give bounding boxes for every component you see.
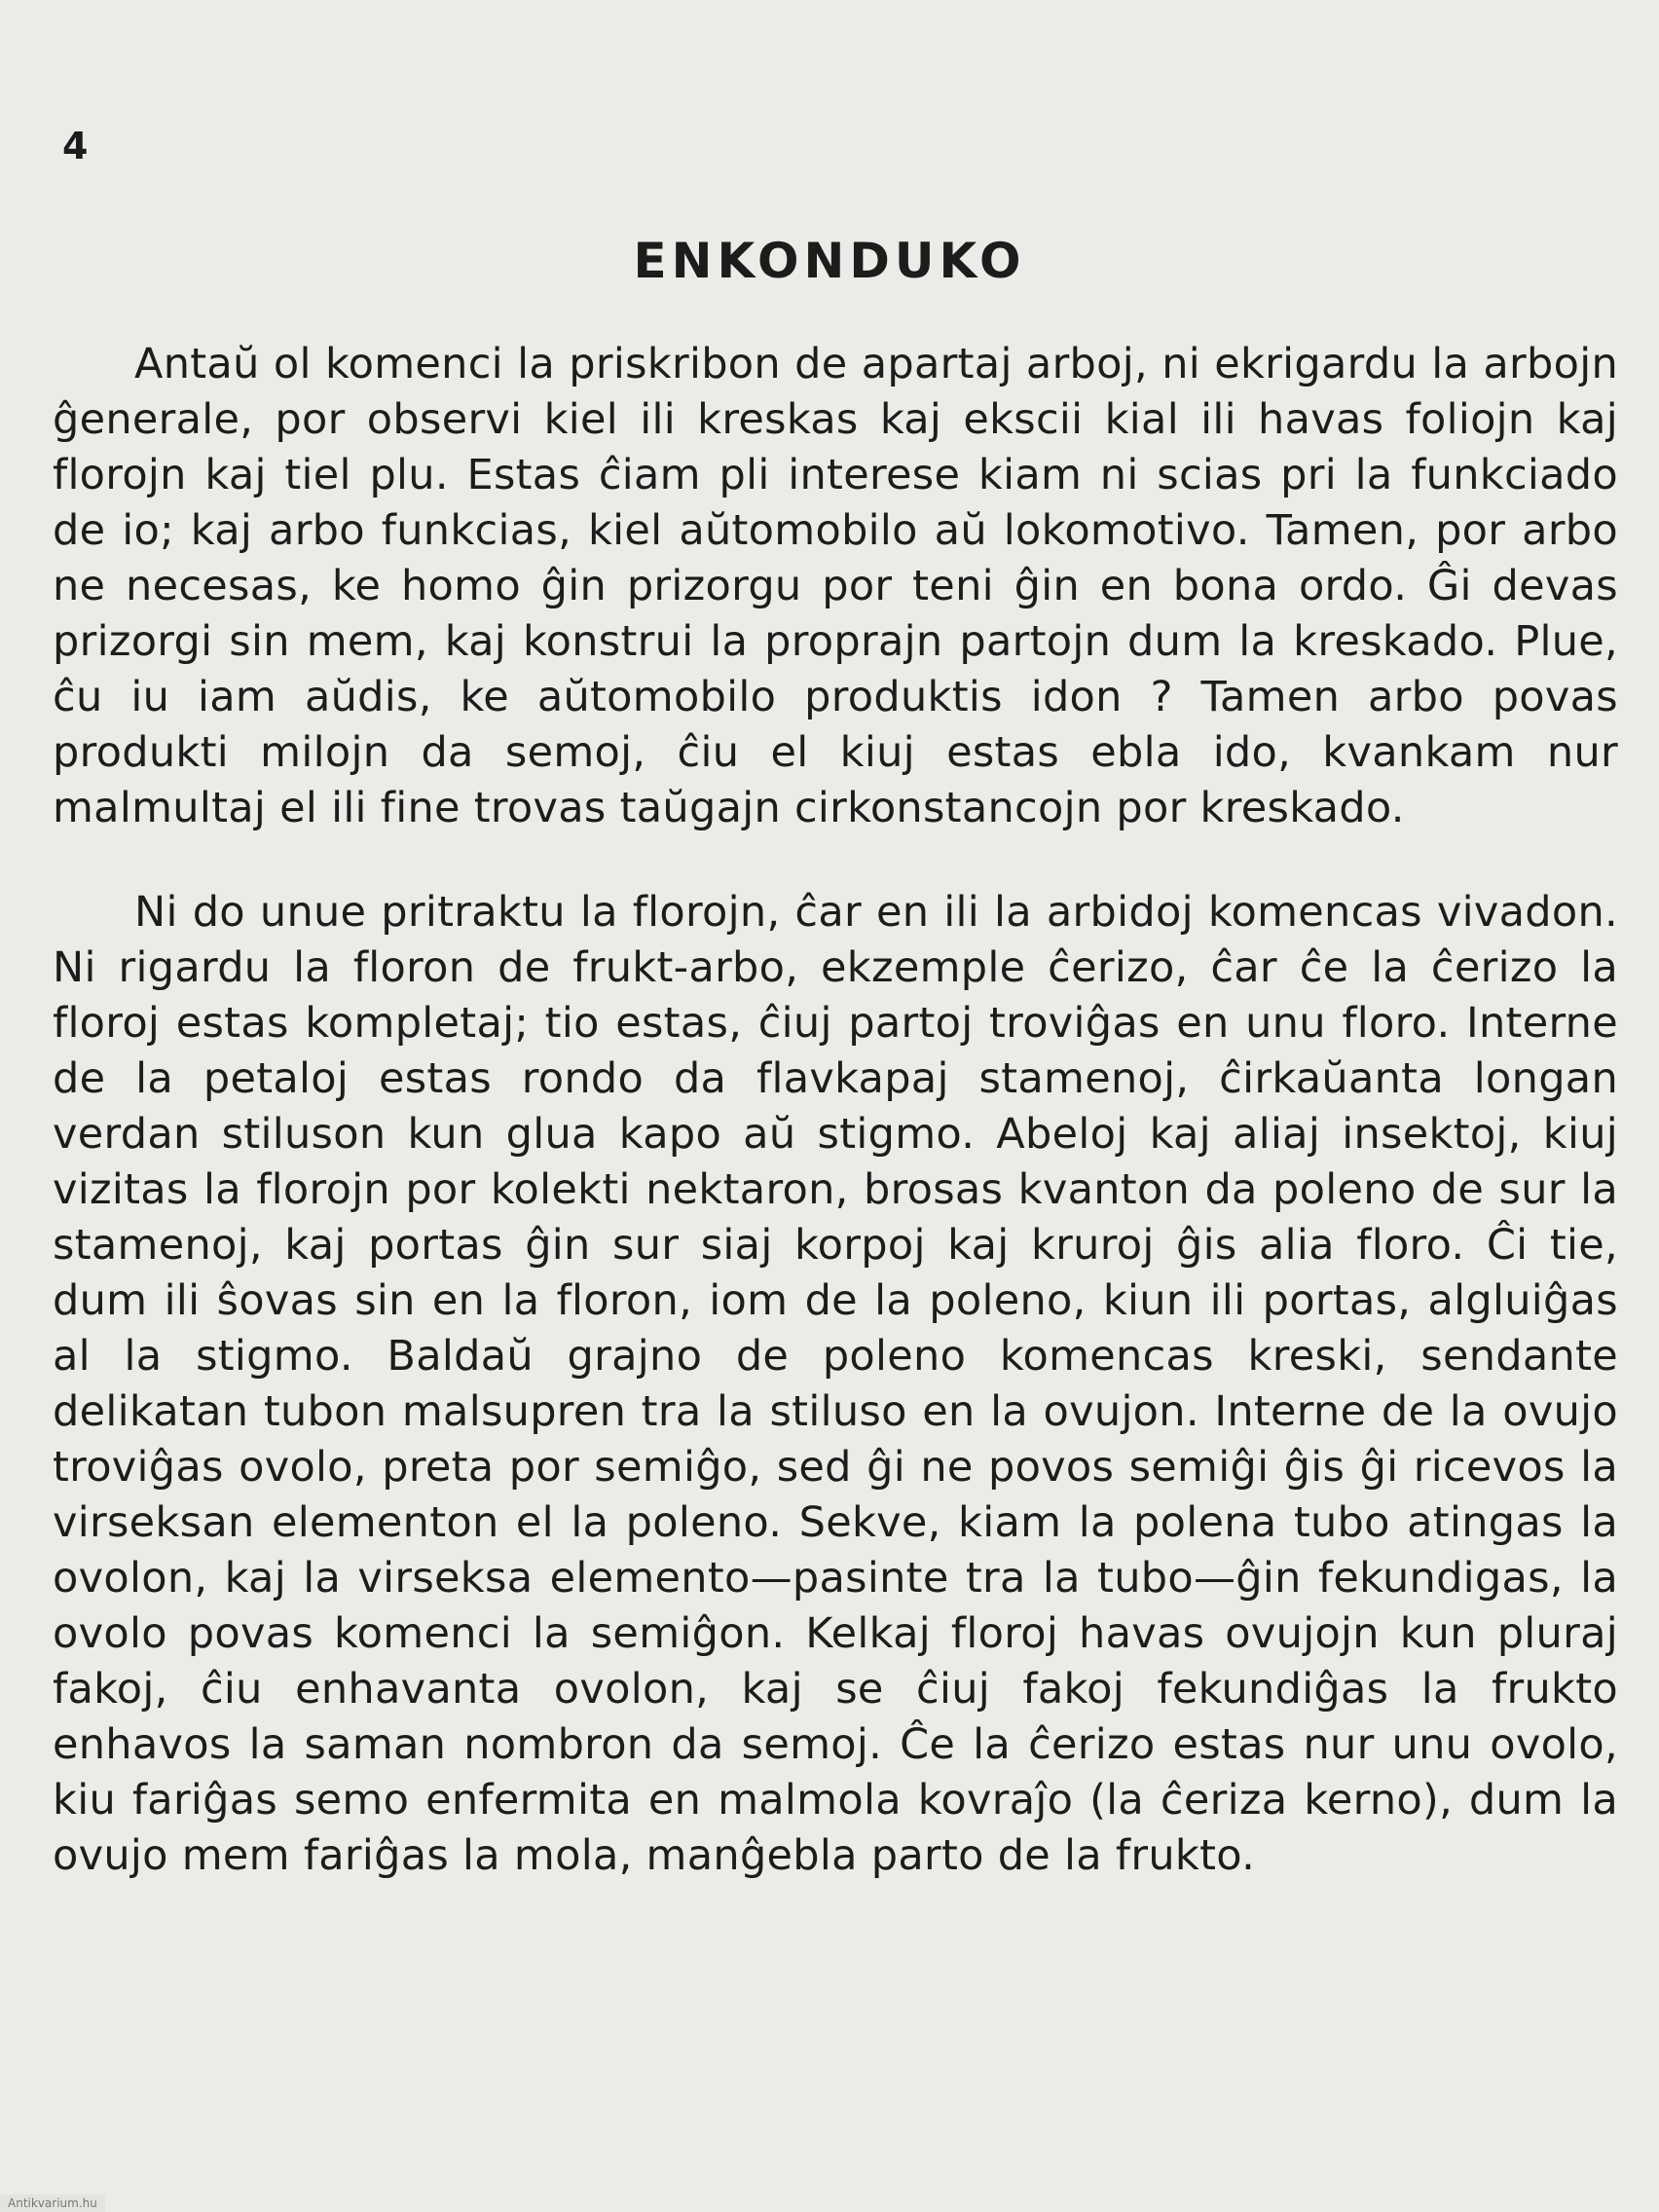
page-number: 4 (62, 125, 89, 167)
paragraph-2: Ni do unue pritraktu la florojn, ĉar en ili la arbidoj komencas vivadon. Ni rigardu la floron de frukt-arbo, ekzemple ĉerizo, ĉar ĉe la ĉerizo la floroj estas kompletaj; tio estas, ĉiuj partoj troviĝas en unu floro. Interne de la petaloj estas rondo da flavkapaj stamenoj, ĉirkaŭanta longan verdan stiluson kun glua kapo aŭ stigmo. Abeloj kaj aliaj insektoj, kiuj vizitas la florojn por kolekti nektaron, brosas kvanton da poleno de sur la stamenoj, kaj portas ĝin sur siaj korpoj kaj kruroj ĝis alia floro. Ĉi tie, dum ili ŝovas sin en la floron, iom de la poleno, kiun ili portas, algluiĝas al la stigmo. Baldaŭ grajno de poleno komencas kreski, sendante delikatan tubon malsupren tra la stiluso en la ovujon. Interne de la ovujo troviĝas ovolo, preta por semiĝo, sed ĝi ne povos semiĝi ĝis ĝi ricevos la virseksan elementon el la poleno. Sekve, kiam la polena tubo atingas la ovolon, kaj la virseksa elemento—pasinte tra la tubo—ĝin fekundigas, la ovolo povas komenci la semiĝon. Kelkaj floroj havas ovujojn kun pluraj fakoj, ĉiu enhavanta ovolon, kaj se ĉiuj fakoj fekundiĝas la frukto enhavos la saman nombron da semoj. Ĉe la ĉerizo estas nur unu ovolo, kiu fariĝas semo enfermita en malmola kovraĵo (la ĉeriza kerno), dum la ovujo mem fariĝas la mola, manĝebla parto de la frukto. (53, 888, 1618, 1880)
watermark: Antikvarium.hu (0, 2194, 105, 2212)
body-text (53, 337, 1618, 1884)
paragraph-1: Antaŭ ol komenci la priskribon de apartaj arboj, ni ekrigardu la arbojn ĝenerale, por observi kiel ili kreskas kaj ekscii kial ili havas foliojn kaj florojn kaj tiel plu. Estas ĉiam pli interese kiam ni scias pri la funkciado de io; kaj arbo funkcias, kiel aŭtomobilo aŭ lokomotivo. Tamen, por arbo ne necesas, ke homo ĝin prizorgu por teni ĝin en bona ordo. Ĝi devas prizorgi sin mem, kaj konstrui la proprajn partojn dum la kreskado. Plue, ĉu iu iam aŭdis, ke aŭtomobilo produktis idon ? Tamen arbo povas produkti milojn da semoj, ĉiu el kiuj estas ebla ido, kvankam nur malmultaj el ili fine trovas taŭgajn cirkonstancojn por kreskado. (53, 340, 1618, 832)
page-title: ENKONDUKO (633, 233, 1026, 289)
